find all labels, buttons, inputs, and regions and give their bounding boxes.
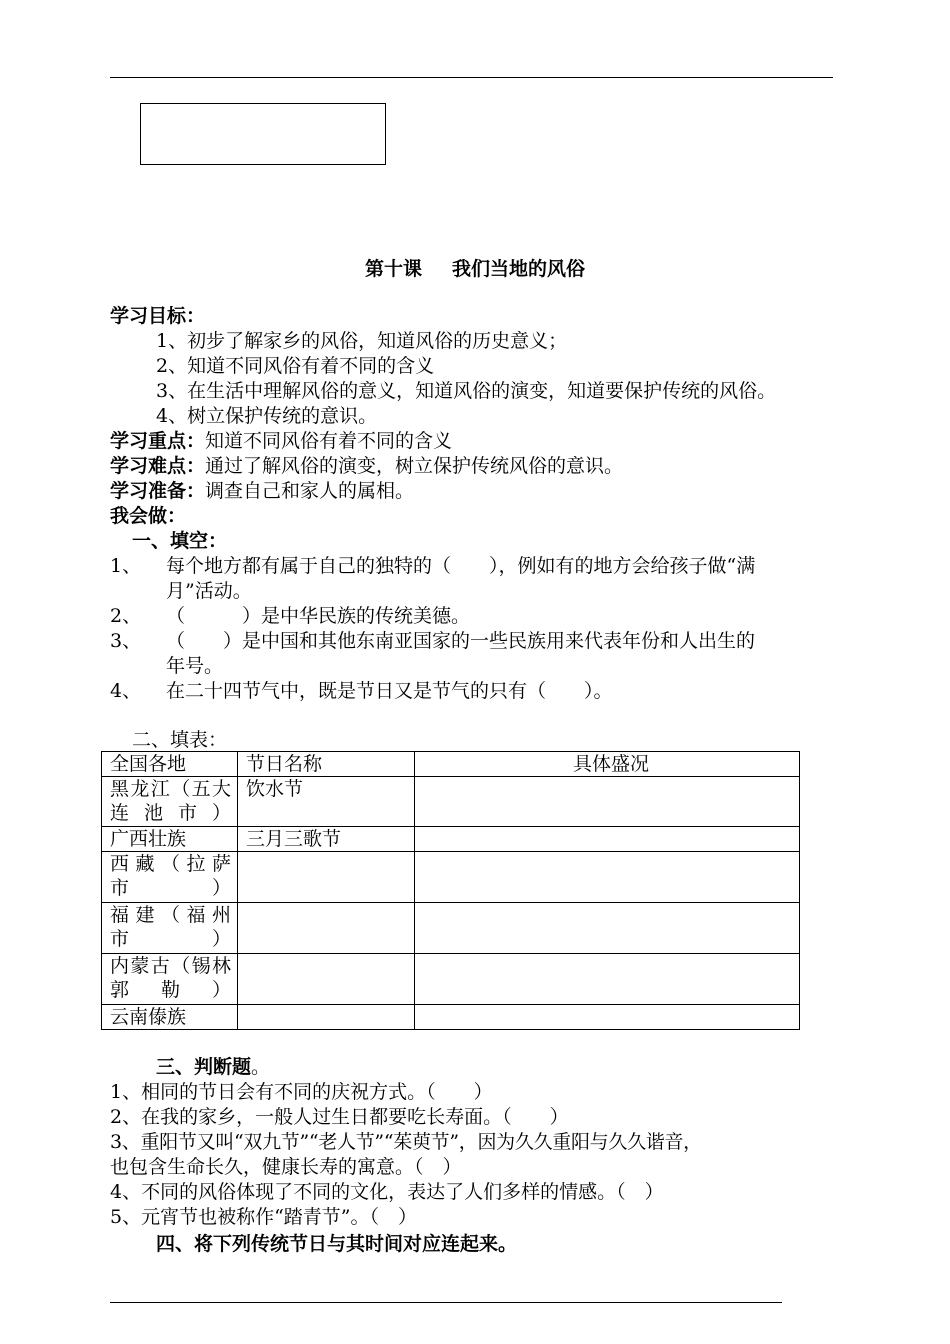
row-region: 黑龙江（五大连池市）	[102, 777, 238, 827]
key-point-label: 学习重点：	[110, 430, 206, 452]
header-detail: 具体盛况	[415, 752, 800, 777]
page-title	[0, 254, 950, 281]
section1-heading: 一、填空：	[132, 530, 228, 552]
row-region: 福建（福州市）	[102, 903, 238, 954]
section3-heading-line	[156, 1055, 270, 1080]
q2-text: （ ）是中华民族的传统美德。	[166, 605, 471, 627]
row-detail[interactable]	[415, 1005, 800, 1030]
header-rule	[110, 77, 833, 78]
row-detail[interactable]	[415, 777, 800, 827]
q4-number: 4、	[110, 680, 142, 702]
q1-text-line1: 每个地方都有属于自己的独特的（ ），例如有的地方会给孩子做“满	[166, 555, 756, 577]
fill-blank-q2	[110, 604, 470, 629]
section3-heading: 三、判断题	[156, 1056, 252, 1078]
difficulty	[110, 454, 623, 479]
table-header-row	[102, 752, 800, 777]
festival-table	[101, 751, 800, 1030]
judgement-3-line1: 3、重阳节又叫“双九节”“老人节”“茱萸节”，因为久久重阳与久久谐音，	[110, 1131, 702, 1153]
q1-number: 1、	[110, 555, 142, 577]
objectives-heading: 学习目标：	[110, 305, 206, 327]
row-region: 内蒙古（锡林郭勒）	[102, 954, 238, 1005]
row-festival: 三月三歌节	[238, 827, 415, 852]
row-detail[interactable]	[415, 954, 800, 1005]
preparation	[110, 479, 414, 504]
section4-heading: 四、将下列传统节日与其时间对应连起来。	[156, 1233, 518, 1255]
row-detail[interactable]	[415, 852, 800, 903]
difficulty-text: 通过了解风俗的演变，树立保护传统风俗的意识。	[205, 455, 624, 477]
lesson-number: 第十课	[364, 258, 422, 280]
q3-text-line2: 年号。	[166, 655, 224, 677]
judgement-1: 1、相同的节日会有不同的庆祝方式。（ ）	[110, 1081, 493, 1103]
judgement-4: 4、不同的风俗体现了不同的文化，表达了人们多样的情感。（ ）	[110, 1181, 664, 1203]
table-row	[102, 954, 800, 1005]
q2-number: 2、	[110, 605, 142, 627]
footer-rule	[110, 1302, 782, 1303]
judgement-3-line2: 也包含生命长久，健康长寿的寓意。（ ）	[110, 1156, 462, 1178]
row-festival[interactable]	[238, 903, 415, 954]
judgement-5: 5、元宵节也被称作“踏青节”。（ ）	[110, 1206, 418, 1228]
table-row	[102, 1005, 800, 1030]
table-row	[102, 852, 800, 903]
table-row	[102, 903, 800, 954]
fill-blank-q4	[110, 679, 613, 704]
fill-blank-q1	[110, 554, 755, 579]
q3-text-line1: （ ）是中国和其他东南亚国家的一些民族用来代表年份和人出生的	[166, 630, 756, 652]
row-festival[interactable]	[238, 1005, 415, 1030]
row-region: 西藏（拉萨市）	[102, 852, 238, 903]
lesson-name: 我们当地的风俗	[452, 258, 586, 280]
preparation-text: 调查自己和家人的属相。	[205, 480, 415, 502]
q3-number: 3、	[110, 630, 142, 652]
section2-heading: 二、填表：	[132, 729, 228, 751]
row-detail[interactable]	[415, 903, 800, 954]
key-point	[110, 429, 452, 454]
header-festival: 节日名称	[238, 752, 415, 777]
section3-heading-suffix: 。	[251, 1056, 271, 1078]
objective-1: 1、初步了解家乡的风俗，知道风俗的历史意义；	[156, 330, 568, 352]
header-region: 全国各地	[102, 752, 238, 777]
key-point-text: 知道不同风俗有着不同的含义	[205, 430, 453, 452]
row-region: 广西壮族	[102, 827, 238, 852]
row-detail[interactable]	[415, 827, 800, 852]
row-festival[interactable]	[238, 852, 415, 903]
q4-text: 在二十四节气中，既是节日又是节气的只有（ ）。	[166, 680, 613, 702]
blank-box	[140, 103, 386, 165]
objective-3: 3、在生活中理解风俗的意义，知道风俗的演变，知道要保护传统的风俗。	[156, 380, 777, 402]
i-can-do-heading: 我会做：	[110, 505, 187, 527]
q1-text-line2: 月”活动。	[166, 580, 252, 602]
preparation-label: 学习准备：	[110, 480, 206, 502]
table-row	[102, 827, 800, 852]
fill-blank-q3	[110, 629, 755, 654]
row-festival: 饮水节	[238, 777, 415, 827]
row-festival[interactable]	[238, 954, 415, 1005]
judgement-2: 2、在我的家乡，一般人过生日都要吃长寿面。（ ）	[110, 1106, 569, 1128]
table-row	[102, 777, 800, 827]
row-region: 云南傣族	[102, 1005, 238, 1030]
difficulty-label: 学习难点：	[110, 455, 206, 477]
objective-2: 2、知道不同风俗有着不同的含义	[156, 355, 435, 377]
objective-4: 4、树立保护传统的意识。	[156, 405, 378, 427]
